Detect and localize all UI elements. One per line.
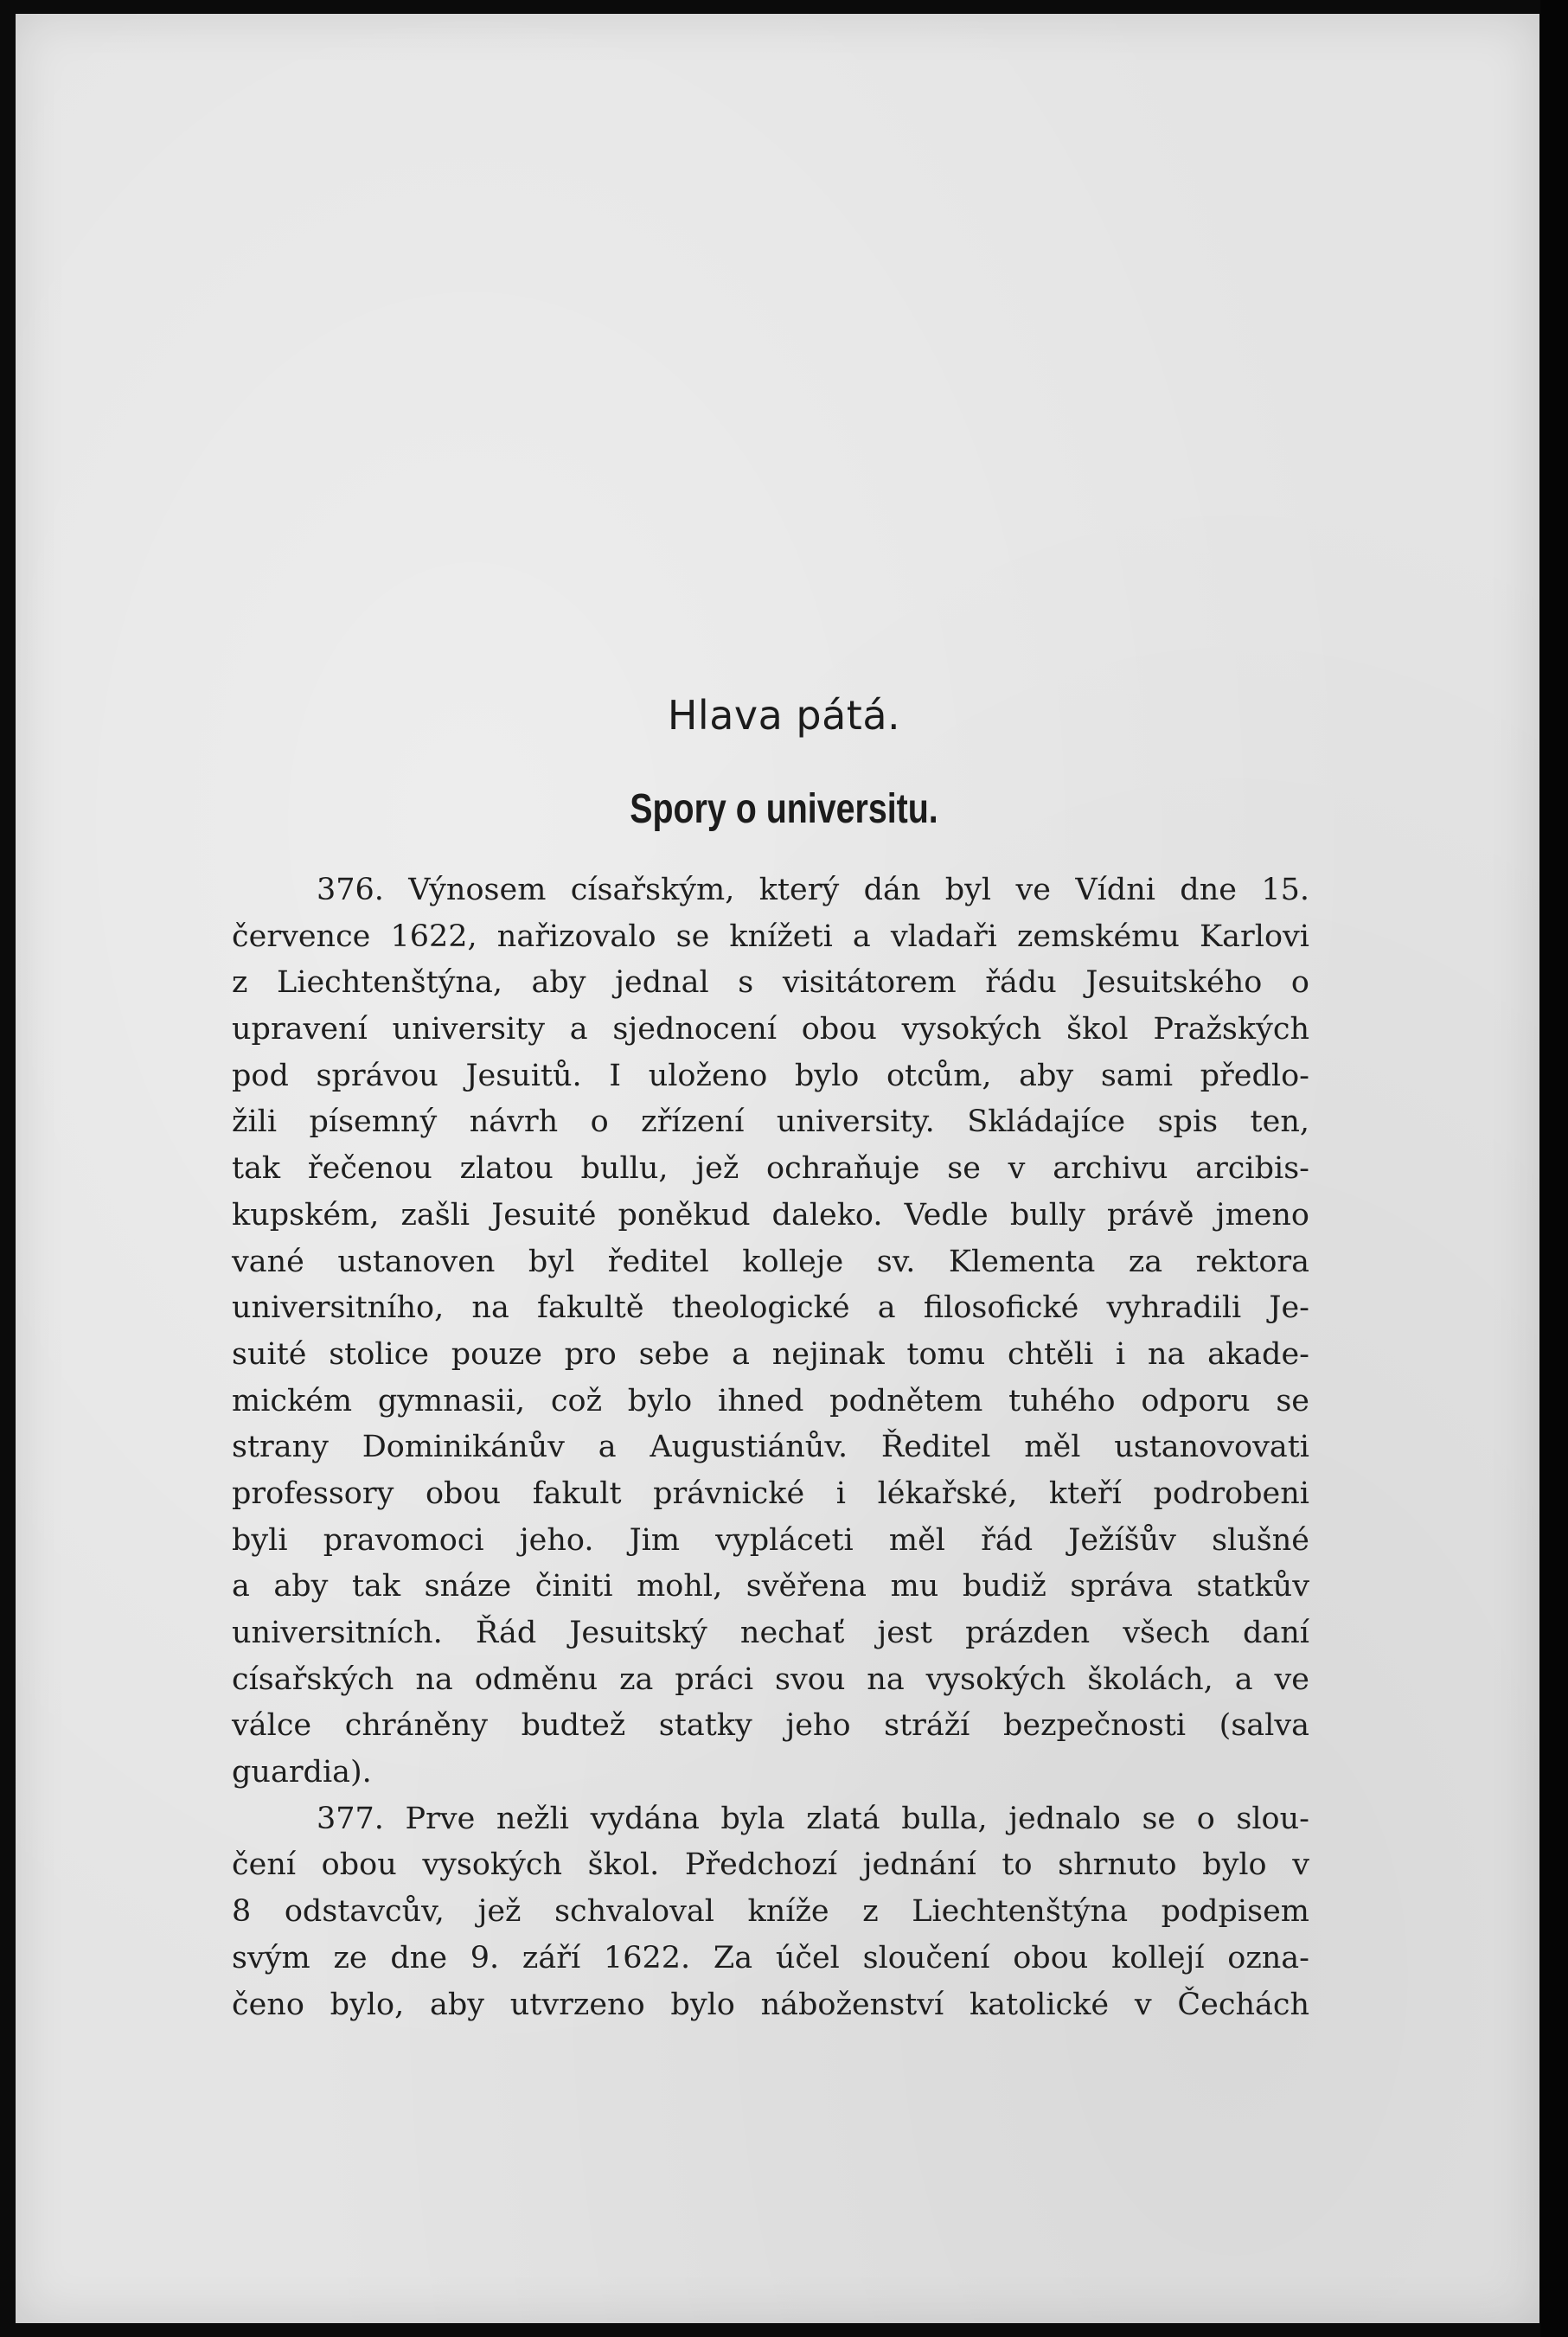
text-line: professory obou fakult právnické i lékařské, kteří podrobeni (232, 1476, 1309, 1511)
text-line: vané ustanoven byl ředitel kolleje sv. Klementa za rektora (232, 1244, 1309, 1279)
text-line: universitních. Řád Jesuitský nechať jest prázden všech daní (232, 1616, 1309, 1650)
text-line: svým ze dne 9. září 1622. Za účel sloučení obou kollejí ozna- (232, 1940, 1309, 1975)
text-line: července 1622, nařizovalo se knížeti a vladaři zemskému Karlovi (232, 919, 1309, 954)
text-line: čení obou vysokých škol. Předchozí jednání to shrnuto bylo v (232, 1847, 1309, 1883)
text-line: z Liechtenštýna, aby jednal s visitátorem řádu Jesuitského o (232, 965, 1309, 1001)
text-line: upravení university a sjednocení obou vysokých škol Pražských (232, 1012, 1309, 1047)
text-line: suité stolice pouze pro sebe a nejinak tomu chtěli i na akade- (232, 1336, 1309, 1372)
text-line: pod správou Jesuitů. I uloženo bylo otcům, aby sami předlo- (232, 1058, 1309, 1093)
text-line: strany Dominikánův a Augustiánův. Ředitel měl ustanovovati (232, 1430, 1309, 1465)
text-line: kupském, zašli Jesuité poněkud daleko. Vedle bully právě jmeno (232, 1197, 1309, 1233)
text-line: válce chráněny budtež statky jeho stráží bezpečnosti (salva (232, 1708, 1309, 1744)
text-line: 8 odstavcův, jež schvaloval kníže z Liechtenštýna podpisem (232, 1894, 1309, 1930)
text-line: žili písemný návrh o zřízení university. Skládajíce spis ten, (232, 1104, 1309, 1140)
section-title: Spory o universitu. (630, 786, 938, 832)
text-line: guardia). (232, 1755, 372, 1790)
text-line: universitního, na fakultě theologické a filosofické vyhradili Je- (232, 1290, 1309, 1326)
page-edge-shadow (1540, 0, 1568, 2337)
chapter-heading: Hlava pátá. (667, 692, 901, 739)
text-line: 377. Prve nežli vydána byla zlatá bulla, jednalo se o slou- (317, 1801, 1309, 1836)
body-text (232, 868, 1309, 2028)
text-line: byli pravomoci jeho. Jim vypláceti měl řád Ježíšův slušné (232, 1522, 1309, 1558)
text-line: a aby tak snáze činiti mohl, svěřena mu budiž správa statkův (232, 1569, 1309, 1604)
text-line: 376. Výnosem císařským, který dán byl ve Vídni dne 15. (317, 873, 1309, 907)
text-line: císařských na odměnu za práci svou na vysokých školách, a ve (232, 1662, 1309, 1697)
text-line: tak řečenou zlatou bullu, jež ochraňuje se v archivu arcibis- (232, 1151, 1309, 1187)
text-line: čeno bylo, aby utvrzeno bylo náboženství katolické v Čechách (232, 1987, 1309, 2022)
text-line: mickém gymnasii, což bylo ihned podnětem tuhého odporu se (232, 1383, 1309, 1418)
